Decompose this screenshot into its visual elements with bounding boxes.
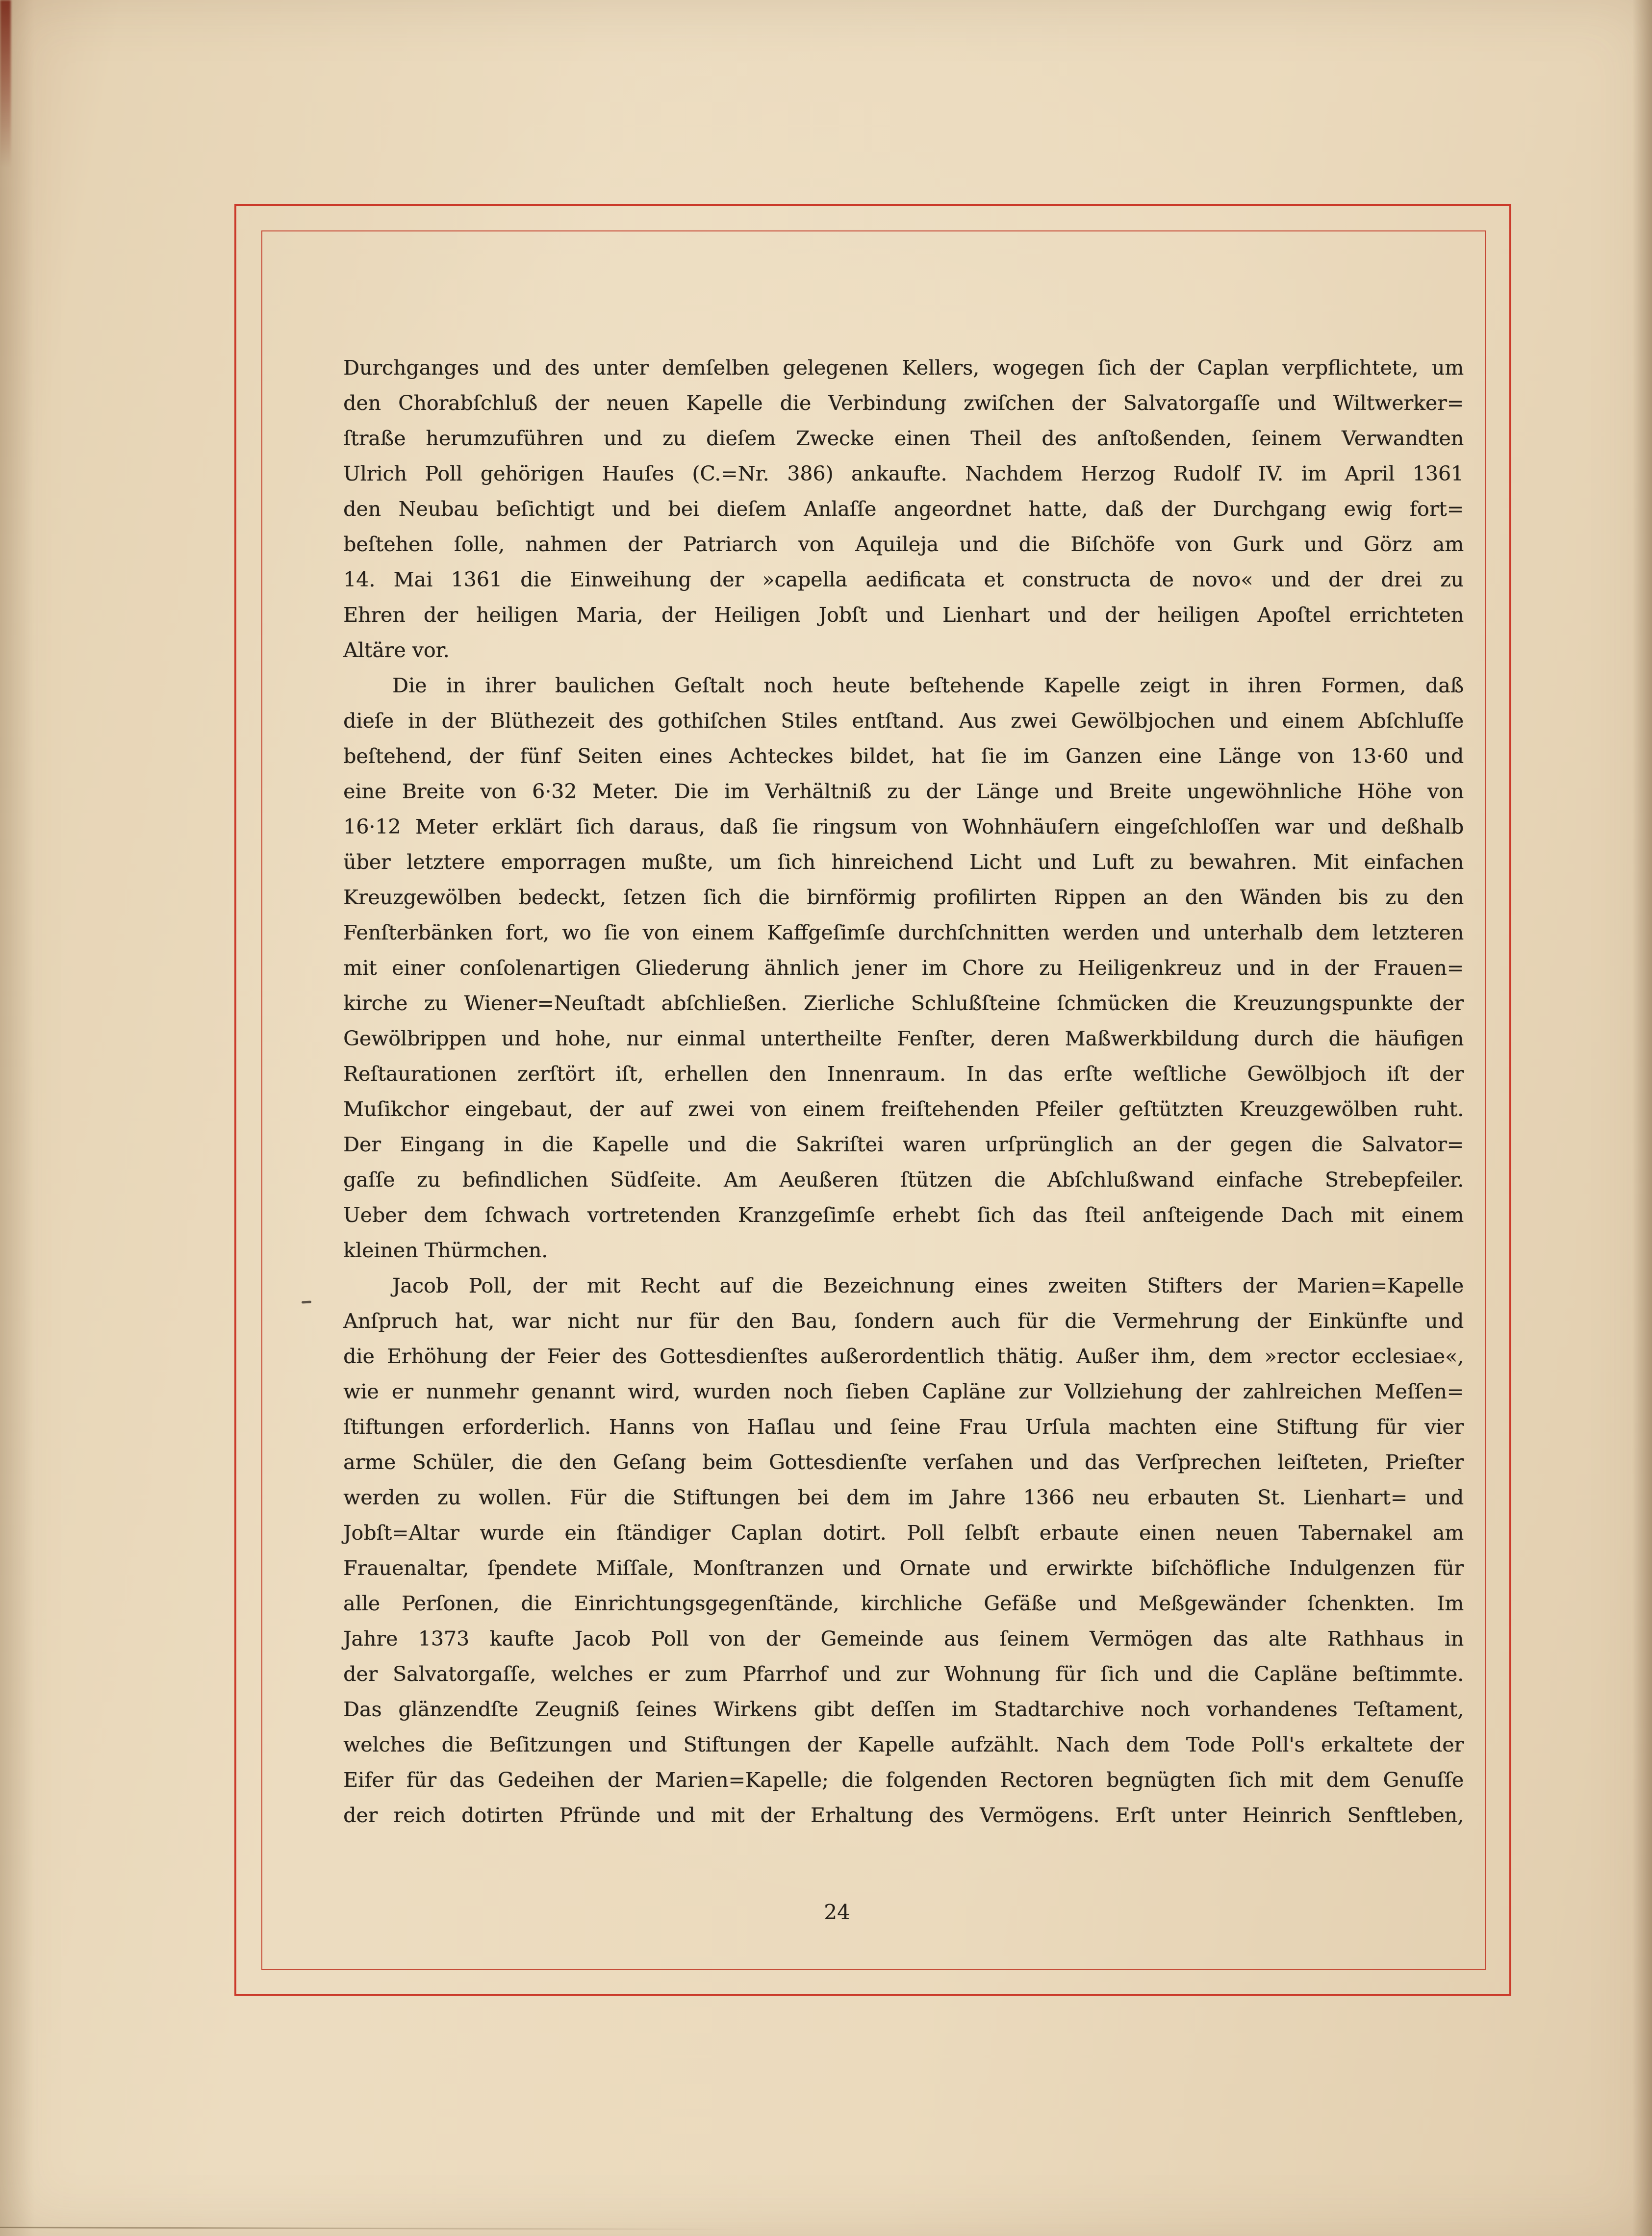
text-line: Fenſterbänken fort, wo ſie von einem Kaffgeſimſe durchſchnitten werden und unterhalb dem letzteren	[343, 921, 1464, 944]
text-line: kleinen Thürmchen.	[343, 1239, 548, 1262]
bottom-page-edge	[0, 2227, 736, 2230]
text-line: der reich dotirten Pfründe und mit der Erhaltung des Vermögens. Erſt unter Heinrich Senftleben,	[343, 1804, 1464, 1827]
text-line: arme Schüler, die den Geſang beim Gottesdienſte verſahen und das Verſprechen leiſteten, Prieſter	[343, 1450, 1464, 1474]
text-block	[343, 350, 1464, 1833]
text-line: Jobſt=Altar wurde ein ſtändiger Caplan dotirt. Poll ſelbſt erbaute einen neuen Tabernakel am	[343, 1521, 1464, 1545]
text-line: Jacob Poll, der mit Recht auf die Bezeichnung eines zweiten Stifters der Marien=Kapelle	[392, 1274, 1464, 1297]
text-line: Der Eingang in die Kapelle und die Sakriſtei waren urſprünglich an der gegen die Salvator=	[343, 1133, 1464, 1156]
text-line: Durchganges und des unter demſelben gelegenen Kellers, wogegen ſich der Caplan verpflichtete, um	[343, 356, 1464, 380]
text-line: werden zu wollen. Für die Stiftungen bei dem im Jahre 1366 neu erbauten St. Lienhart= und	[343, 1486, 1464, 1509]
text-line: ſtraße herumzuführen und zu dieſem Zwecke einen Theil des anſtoßenden, ſeinem Verwandten	[343, 427, 1464, 450]
text-line: dieſe in der Blüthezeit des gothiſchen Stiles entſtand. Aus zwei Gewölbjochen und einem Abſchluſſe	[343, 709, 1464, 733]
text-line: den Chorabſchluß der neuen Kapelle die Verbindung zwiſchen der Salvatorgaſſe und Wiltwerker=	[343, 391, 1464, 415]
text-line: der Salvatorgaſſe, welches er zum Pfarrhof und zur Wohnung für ſich und die Capläne beſtimmte.	[343, 1662, 1464, 1686]
text-line: Muſikchor eingebaut, der auf zwei von einem freiſtehenden Pfeiler geſtützten Kreuzgewölben ruht.	[343, 1097, 1464, 1121]
text-line: mit einer conſolenartigen Gliederung ähnlich jener im Chore zu Heiligenkreuz und in der Frauen=	[343, 956, 1464, 980]
text-line: Jahre 1373 kaufte Jacob Poll von der Gemeinde aus ſeinem Vermögen das alte Rathhaus in	[343, 1627, 1464, 1651]
text-line: Anſpruch hat, war nicht nur für den Bau, ſondern auch für die Vermehrung der Einkünfte und	[343, 1309, 1464, 1333]
text-line: Kreuzgewölben bedeckt, ſetzen ſich die birnförmig profilirten Rippen an den Wänden bis zu den	[343, 886, 1464, 909]
text-line: Ueber dem ſchwach vortretenden Kranzgeſimſe erhebt ſich das ſteil anſteigende Dach mit einem	[343, 1203, 1464, 1227]
text-line: den Neubau beſichtigt und bei dieſem Anlaſſe angeordnet hatte, daß der Durchgang ewig fort=	[343, 497, 1464, 521]
left-page-edge-shadow	[0, 0, 34, 2236]
text-line: 16·12 Meter erklärt ſich daraus, daß ſie ringsum von Wohnhäuſern eingeſchloſſen war und deßhalb	[343, 815, 1464, 838]
text-line: die Erhöhung der Feier des Gottesdienſtes außerordentlich thätig. Außer ihm, dem »rector ecclesiae«,	[343, 1345, 1464, 1368]
text-line: alle Perſonen, die Einrichtungsgegenſtände, kirchliche Gefäße und Meßgewänder ſchenkten. Im	[343, 1592, 1464, 1615]
text-line: welches die Beſitzungen und Stiftungen der Kapelle aufzählt. Nach dem Tode Poll's erkaltete der	[343, 1733, 1464, 1756]
text-line: Gewölbrippen und hohe, nur einmal untertheilte Fenſter, deren Maßwerkbildung durch die häufigen	[343, 1027, 1464, 1050]
text-line: Ehren der heiligen Maria, der Heiligen Jobſt und Lienhart und der heiligen Apoſtel errichteten	[343, 603, 1464, 627]
right-page-edge-shadow	[1632, 0, 1652, 2236]
text-line: Reſtaurationen zerſtört iſt, erhellen den Innenraum. In das erſte weſtliche Gewölbjoch iſt der	[343, 1062, 1464, 1086]
text-line: 14. Mai 1361 die Einweihung der »capella aedificata et constructa de novo« und der drei zu	[343, 568, 1464, 591]
page-number: 24	[824, 1900, 850, 1924]
pencil-margin-mark	[302, 1300, 311, 1303]
text-line: Altäre vor.	[343, 638, 450, 662]
text-line: Das glänzendſte Zeugniß ſeines Wirkens gibt deſſen im Stadtarchive noch vorhandenes Teſtament,	[343, 1698, 1464, 1721]
text-line: Eifer für das Gedeihen der Marien=Kapelle; die folgenden Rectoren begnügten ſich mit dem Genuſſe	[343, 1768, 1464, 1792]
text-line: Frauenaltar, ſpendete Miſſale, Monſtranzen und Ornate und erwirkte biſchöfliche Indulgenzen für	[343, 1556, 1464, 1580]
text-line: kirche zu Wiener=Neuſtadt abſchließen. Zierliche Schlußſteine ſchmücken die Kreuzungspunkte der	[343, 991, 1464, 1015]
text-line: Die in ihrer baulichen Geſtalt noch heute beſtehende Kapelle zeigt in ihren Formen, daß	[392, 674, 1464, 697]
text-line: Ulrich Poll gehörigen Hauſes (C.=Nr. 386) ankaufte. Nachdem Herzog Rudolf IV. im April 1361	[343, 462, 1464, 485]
text-line: über letztere emporragen mußte, um ſich hinreichend Licht und Luft zu bewahren. Mit einfachen	[343, 850, 1464, 874]
text-line: ſtiftungen erforderlich. Hanns von Haſlau und ſeine Frau Urſula machten eine Stiftung für vier	[343, 1415, 1464, 1439]
text-line: gaſſe zu befindlichen Südſeite. Am Aeußeren ſtützen die Abſchlußwand einfache Strebepfeiler.	[343, 1168, 1464, 1192]
text-line: wie er nunmehr genannt wird, wurden noch ſieben Capläne zur Vollziehung der zahlreichen Meſſen=	[343, 1380, 1464, 1403]
text-line: eine Breite von 6·32 Meter. Die im Verhältniß zu der Länge und Breite ungewöhnliche Höhe von	[343, 780, 1464, 803]
text-line: beſtehen ſolle, nahmen der Patriarch von Aquileja und die Biſchöfe von Gurk und Görz am	[343, 533, 1464, 556]
text-line: beſtehend, der fünf Seiten eines Achteckes bildet, hat ſie im Ganzen eine Länge von 13·60 und	[343, 744, 1464, 768]
